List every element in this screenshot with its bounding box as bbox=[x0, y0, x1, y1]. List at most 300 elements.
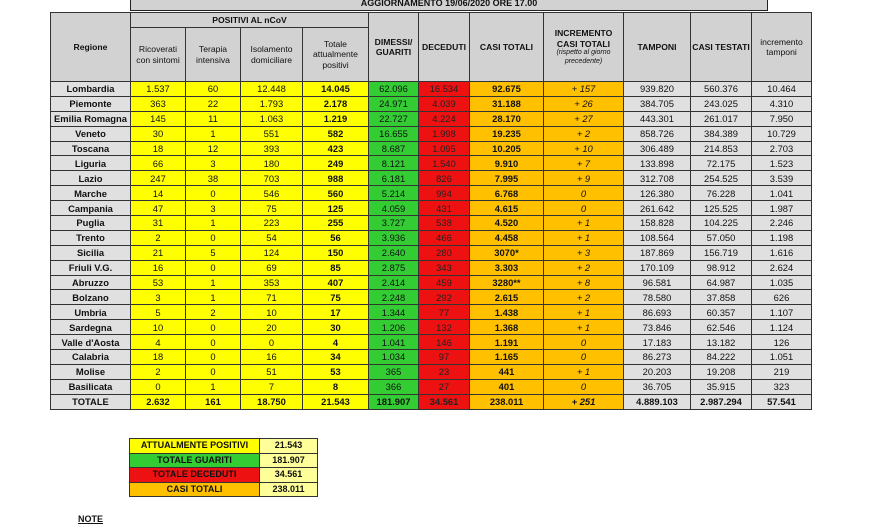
cell-swabs: 36.705 bbox=[624, 379, 691, 394]
regional-data-table bbox=[50, 12, 812, 410]
summary-label: CASI TOTALI bbox=[130, 482, 260, 497]
cell-hospitalized: 247 bbox=[131, 171, 186, 186]
cell-total-cases: 10.205 bbox=[470, 141, 544, 156]
cell-tested: 37.858 bbox=[691, 290, 752, 305]
cell-intensive-care: 1 bbox=[186, 126, 241, 141]
cell-discharged: 1.034 bbox=[369, 350, 419, 365]
header-swab-increase: incremento tamponi bbox=[752, 13, 812, 82]
cell-swabs: 20.203 bbox=[624, 364, 691, 379]
cell-discharged: 365 bbox=[369, 364, 419, 379]
cell-hospitalized: 66 bbox=[131, 156, 186, 171]
cell-home-isolation: 69 bbox=[241, 260, 303, 275]
cell-total-positive: 21.543 bbox=[303, 394, 369, 409]
cell-deaths: 97 bbox=[419, 350, 470, 365]
summary-value: 34.561 bbox=[260, 468, 318, 483]
cell-intensive-care: 0 bbox=[186, 350, 241, 365]
cell-hospitalized: 30 bbox=[131, 126, 186, 141]
cell-swabs: 443.301 bbox=[624, 111, 691, 126]
cell-hospitalized: 5 bbox=[131, 305, 186, 320]
header-positive-group: POSITIVI AL nCoV bbox=[131, 13, 369, 28]
cell-discharged: 1.041 bbox=[369, 335, 419, 350]
table-row bbox=[51, 275, 812, 290]
cell-home-isolation: 1.793 bbox=[241, 96, 303, 111]
cell-increase: + 8 bbox=[544, 275, 624, 290]
header-tested: CASI TESTATI bbox=[691, 13, 752, 82]
cell-deaths: 292 bbox=[419, 290, 470, 305]
cell-total-cases: 19.235 bbox=[470, 126, 544, 141]
cell-discharged: 3.936 bbox=[369, 230, 419, 245]
cell-deaths: 280 bbox=[419, 245, 470, 260]
cell-tested: 104.225 bbox=[691, 216, 752, 231]
header-deaths: DECEDUTI bbox=[419, 13, 470, 82]
cell-increase: + 9 bbox=[544, 171, 624, 186]
cell-total-cases: 6.768 bbox=[470, 186, 544, 201]
cell-home-isolation: 223 bbox=[241, 216, 303, 231]
cell-hospitalized: 145 bbox=[131, 111, 186, 126]
cell-home-isolation: 54 bbox=[241, 230, 303, 245]
cell-region: Abruzzo bbox=[51, 275, 131, 290]
cell-total-positive: 30 bbox=[303, 320, 369, 335]
cell-intensive-care: 161 bbox=[186, 394, 241, 409]
table-row bbox=[51, 379, 812, 394]
cell-swab-increase: 2.624 bbox=[752, 260, 812, 275]
cell-swab-increase: 626 bbox=[752, 290, 812, 305]
cell-region: Trento bbox=[51, 230, 131, 245]
cell-home-isolation: 353 bbox=[241, 275, 303, 290]
table-row bbox=[51, 201, 812, 216]
cell-deaths: 23 bbox=[419, 364, 470, 379]
cell-total-cases: 3280** bbox=[470, 275, 544, 290]
cell-total-cases: 1.438 bbox=[470, 305, 544, 320]
cell-region: Toscana bbox=[51, 141, 131, 156]
cell-tested: 254.525 bbox=[691, 171, 752, 186]
cell-deaths: 27 bbox=[419, 379, 470, 394]
cell-tested: 384.389 bbox=[691, 126, 752, 141]
cell-deaths: 132 bbox=[419, 320, 470, 335]
table-row bbox=[51, 186, 812, 201]
table-row bbox=[51, 156, 812, 171]
cell-hospitalized: 2 bbox=[131, 364, 186, 379]
cell-region: Campania bbox=[51, 201, 131, 216]
cell-increase: + 1 bbox=[544, 305, 624, 320]
cell-hospitalized: 2 bbox=[131, 230, 186, 245]
cell-swabs: 73.846 bbox=[624, 320, 691, 335]
cell-increase: + 251 bbox=[544, 394, 624, 409]
cell-swabs: 126.380 bbox=[624, 186, 691, 201]
cell-swabs: 261.642 bbox=[624, 201, 691, 216]
summary-row bbox=[130, 468, 318, 483]
table-row bbox=[51, 111, 812, 126]
table-row bbox=[51, 350, 812, 365]
cell-deaths: 1.540 bbox=[419, 156, 470, 171]
header-increase-note: (rispetto al giorno precedente) bbox=[556, 49, 611, 65]
cell-home-isolation: 703 bbox=[241, 171, 303, 186]
table-row bbox=[51, 171, 812, 186]
cell-region: Piemonte bbox=[51, 96, 131, 111]
cell-deaths: 538 bbox=[419, 216, 470, 231]
cell-hospitalized: 47 bbox=[131, 201, 186, 216]
cell-increase: + 1 bbox=[544, 216, 624, 231]
cell-tested: 243.025 bbox=[691, 96, 752, 111]
cell-swab-increase: 1.616 bbox=[752, 245, 812, 260]
cell-total-positive: 56 bbox=[303, 230, 369, 245]
cell-home-isolation: 12.448 bbox=[241, 82, 303, 97]
cell-tested: 64.987 bbox=[691, 275, 752, 290]
cell-deaths: 77 bbox=[419, 305, 470, 320]
header-discharged: DIMESSI/ GUARITI bbox=[369, 13, 419, 82]
summary-label: ATTUALMENTE POSITIVI bbox=[130, 439, 260, 454]
cell-hospitalized: 2.632 bbox=[131, 394, 186, 409]
cell-total-cases: 4.458 bbox=[470, 230, 544, 245]
header-region: Regione bbox=[51, 13, 131, 82]
table-row bbox=[51, 290, 812, 305]
cell-intensive-care: 38 bbox=[186, 171, 241, 186]
cell-swab-increase: 219 bbox=[752, 364, 812, 379]
cell-intensive-care: 60 bbox=[186, 82, 241, 97]
cell-hospitalized: 18 bbox=[131, 141, 186, 156]
cell-total-positive: 1.219 bbox=[303, 111, 369, 126]
cell-total-cases: 1.368 bbox=[470, 320, 544, 335]
cell-tested: 214.853 bbox=[691, 141, 752, 156]
cell-home-isolation: 75 bbox=[241, 201, 303, 216]
cell-home-isolation: 71 bbox=[241, 290, 303, 305]
cell-total-positive: 34 bbox=[303, 350, 369, 365]
cell-hospitalized: 3 bbox=[131, 290, 186, 305]
cell-intensive-care: 0 bbox=[186, 364, 241, 379]
cell-increase: 0 bbox=[544, 201, 624, 216]
cell-deaths: 4.224 bbox=[419, 111, 470, 126]
cell-region: Valle d'Aosta bbox=[51, 335, 131, 350]
cell-discharged: 8.121 bbox=[369, 156, 419, 171]
cell-total-cases: 1.191 bbox=[470, 335, 544, 350]
cell-hospitalized: 53 bbox=[131, 275, 186, 290]
summary-row bbox=[130, 482, 318, 497]
cell-total-positive: 85 bbox=[303, 260, 369, 275]
cell-intensive-care: 0 bbox=[186, 335, 241, 350]
summary-label: TOTALE DECEDUTI bbox=[130, 468, 260, 483]
cell-total-cases: 2.615 bbox=[470, 290, 544, 305]
update-banner: AGGIORNAMENTO 19/06/2020 ORE 17.00 bbox=[130, 0, 768, 11]
cell-increase: + 2 bbox=[544, 290, 624, 305]
cell-intensive-care: 0 bbox=[186, 230, 241, 245]
cell-hospitalized: 4 bbox=[131, 335, 186, 350]
cell-intensive-care: 0 bbox=[186, 320, 241, 335]
cell-home-isolation: 16 bbox=[241, 350, 303, 365]
cell-total-positive: 75 bbox=[303, 290, 369, 305]
cell-discharged: 6.181 bbox=[369, 171, 419, 186]
cell-intensive-care: 1 bbox=[186, 216, 241, 231]
cell-deaths: 459 bbox=[419, 275, 470, 290]
table-row bbox=[51, 82, 812, 97]
cell-swabs: 170.109 bbox=[624, 260, 691, 275]
cell-intensive-care: 0 bbox=[186, 186, 241, 201]
cell-swabs: 4.889.103 bbox=[624, 394, 691, 409]
cell-intensive-care: 1 bbox=[186, 379, 241, 394]
cell-swab-increase: 1.987 bbox=[752, 201, 812, 216]
summary-value: 21.543 bbox=[260, 439, 318, 454]
cell-increase: + 10 bbox=[544, 141, 624, 156]
cell-increase: + 2 bbox=[544, 260, 624, 275]
cell-tested: 76.228 bbox=[691, 186, 752, 201]
cell-region: Bolzano bbox=[51, 290, 131, 305]
cell-deaths: 34.561 bbox=[419, 394, 470, 409]
cell-region: Veneto bbox=[51, 126, 131, 141]
header-increase bbox=[544, 13, 624, 82]
cell-swab-increase: 7.950 bbox=[752, 111, 812, 126]
cell-total-cases: 92.675 bbox=[470, 82, 544, 97]
cell-home-isolation: 393 bbox=[241, 141, 303, 156]
cell-region: Lazio bbox=[51, 171, 131, 186]
cell-total-positive: 150 bbox=[303, 245, 369, 260]
cell-intensive-care: 3 bbox=[186, 156, 241, 171]
cell-deaths: 1.095 bbox=[419, 141, 470, 156]
summary-row bbox=[130, 439, 318, 454]
cell-region: Lombardia bbox=[51, 82, 131, 97]
cell-discharged: 8.687 bbox=[369, 141, 419, 156]
summary-table bbox=[129, 438, 318, 497]
cell-deaths: 466 bbox=[419, 230, 470, 245]
cell-increase: + 26 bbox=[544, 96, 624, 111]
cell-home-isolation: 51 bbox=[241, 364, 303, 379]
cell-swab-increase: 323 bbox=[752, 379, 812, 394]
cell-total-cases: 1.165 bbox=[470, 350, 544, 365]
cell-total-positive: 4 bbox=[303, 335, 369, 350]
cell-total-cases: 9.910 bbox=[470, 156, 544, 171]
cell-swab-increase: 2.703 bbox=[752, 141, 812, 156]
notes-title: NOTE bbox=[78, 514, 104, 524]
cell-total-cases: 7.995 bbox=[470, 171, 544, 186]
cell-hospitalized: 363 bbox=[131, 96, 186, 111]
summary-row bbox=[130, 453, 318, 468]
cell-region: Basilicata bbox=[51, 379, 131, 394]
table-row bbox=[51, 230, 812, 245]
cell-swab-increase: 10.729 bbox=[752, 126, 812, 141]
cell-intensive-care: 3 bbox=[186, 201, 241, 216]
cell-tested: 62.546 bbox=[691, 320, 752, 335]
cell-home-isolation: 1.063 bbox=[241, 111, 303, 126]
cell-intensive-care: 5 bbox=[186, 245, 241, 260]
cell-swab-increase: 1.124 bbox=[752, 320, 812, 335]
cell-total-cases: 28.170 bbox=[470, 111, 544, 126]
cell-discharged: 2.248 bbox=[369, 290, 419, 305]
cell-hospitalized: 14 bbox=[131, 186, 186, 201]
total-row bbox=[51, 394, 812, 409]
cell-discharged: 1.206 bbox=[369, 320, 419, 335]
cell-hospitalized: 31 bbox=[131, 216, 186, 231]
cell-swab-increase: 126 bbox=[752, 335, 812, 350]
cell-tested: 19.208 bbox=[691, 364, 752, 379]
cell-increase: 0 bbox=[544, 379, 624, 394]
cell-tested: 156.719 bbox=[691, 245, 752, 260]
cell-swab-increase: 4.310 bbox=[752, 96, 812, 111]
header-home-isolation: Isolamento domiciliare bbox=[241, 28, 303, 82]
cell-swab-increase: 3.539 bbox=[752, 171, 812, 186]
cell-intensive-care: 12 bbox=[186, 141, 241, 156]
cell-region: Liguria bbox=[51, 156, 131, 171]
cell-discharged: 2.414 bbox=[369, 275, 419, 290]
cell-total-positive: 255 bbox=[303, 216, 369, 231]
cell-swab-increase: 10.464 bbox=[752, 82, 812, 97]
cell-deaths: 1.998 bbox=[419, 126, 470, 141]
cell-intensive-care: 2 bbox=[186, 305, 241, 320]
cell-hospitalized: 1.537 bbox=[131, 82, 186, 97]
cell-hospitalized: 21 bbox=[131, 245, 186, 260]
header-hospitalized: Ricoverati con sintomi bbox=[131, 28, 186, 82]
cell-total-cases: 4.520 bbox=[470, 216, 544, 231]
cell-home-isolation: 7 bbox=[241, 379, 303, 394]
cell-region: Friuli V.G. bbox=[51, 260, 131, 275]
cell-tested: 125.525 bbox=[691, 201, 752, 216]
cell-discharged: 62.096 bbox=[369, 82, 419, 97]
cell-home-isolation: 0 bbox=[241, 335, 303, 350]
cell-home-isolation: 124 bbox=[241, 245, 303, 260]
cell-discharged: 2.875 bbox=[369, 260, 419, 275]
cell-total-positive: 423 bbox=[303, 141, 369, 156]
cell-total-positive: 14.045 bbox=[303, 82, 369, 97]
cell-discharged: 366 bbox=[369, 379, 419, 394]
header-increase-label: INCREMENTO CASI TOTALI bbox=[554, 28, 613, 49]
cell-home-isolation: 180 bbox=[241, 156, 303, 171]
header-total-cases: CASI TOTALI bbox=[470, 13, 544, 82]
table-row bbox=[51, 364, 812, 379]
table-row bbox=[51, 320, 812, 335]
cell-swab-increase: 2.246 bbox=[752, 216, 812, 231]
cell-swabs: 108.564 bbox=[624, 230, 691, 245]
cell-total-cases: 441 bbox=[470, 364, 544, 379]
cell-increase: + 3 bbox=[544, 245, 624, 260]
cell-region: Sardegna bbox=[51, 320, 131, 335]
cell-total-positive: 125 bbox=[303, 201, 369, 216]
cell-region: Umbria bbox=[51, 305, 131, 320]
cell-increase: + 1 bbox=[544, 230, 624, 245]
table-row bbox=[51, 305, 812, 320]
cell-swabs: 384.705 bbox=[624, 96, 691, 111]
cell-increase: + 1 bbox=[544, 320, 624, 335]
cell-total-positive: 53 bbox=[303, 364, 369, 379]
cell-home-isolation: 20 bbox=[241, 320, 303, 335]
table-row bbox=[51, 335, 812, 350]
cell-intensive-care: 22 bbox=[186, 96, 241, 111]
cell-hospitalized: 16 bbox=[131, 260, 186, 275]
cell-total-cases: 401 bbox=[470, 379, 544, 394]
cell-hospitalized: 18 bbox=[131, 350, 186, 365]
cell-total-positive: 17 bbox=[303, 305, 369, 320]
cell-deaths: 16.534 bbox=[419, 82, 470, 97]
cell-discharged: 22.727 bbox=[369, 111, 419, 126]
cell-discharged: 181.907 bbox=[369, 394, 419, 409]
cell-home-isolation: 10 bbox=[241, 305, 303, 320]
cell-increase: 0 bbox=[544, 186, 624, 201]
table-row bbox=[51, 96, 812, 111]
cell-increase: + 2 bbox=[544, 126, 624, 141]
cell-region: Sicilia bbox=[51, 245, 131, 260]
cell-swabs: 86.273 bbox=[624, 350, 691, 365]
table-row bbox=[51, 141, 812, 156]
cell-swabs: 96.581 bbox=[624, 275, 691, 290]
cell-region: Marche bbox=[51, 186, 131, 201]
cell-swabs: 133.898 bbox=[624, 156, 691, 171]
cell-tested: 84.222 bbox=[691, 350, 752, 365]
table-row bbox=[51, 216, 812, 231]
cell-region: Emilia Romagna bbox=[51, 111, 131, 126]
cell-swabs: 187.869 bbox=[624, 245, 691, 260]
cell-swab-increase: 1.051 bbox=[752, 350, 812, 365]
cell-discharged: 5.214 bbox=[369, 186, 419, 201]
cell-swab-increase: 1.107 bbox=[752, 305, 812, 320]
cell-swab-increase: 1.041 bbox=[752, 186, 812, 201]
cell-deaths: 146 bbox=[419, 335, 470, 350]
cell-deaths: 431 bbox=[419, 201, 470, 216]
table-row bbox=[51, 260, 812, 275]
cell-tested: 13.182 bbox=[691, 335, 752, 350]
cell-hospitalized: 10 bbox=[131, 320, 186, 335]
cell-swab-increase: 1.035 bbox=[752, 275, 812, 290]
cell-hospitalized: 0 bbox=[131, 379, 186, 394]
cell-total-positive: 249 bbox=[303, 156, 369, 171]
cell-increase: 0 bbox=[544, 335, 624, 350]
cell-swabs: 312.708 bbox=[624, 171, 691, 186]
cell-total-cases: 3070* bbox=[470, 245, 544, 260]
cell-swab-increase: 1.198 bbox=[752, 230, 812, 245]
cell-intensive-care: 0 bbox=[186, 260, 241, 275]
cell-region: Molise bbox=[51, 364, 131, 379]
cell-tested: 98.912 bbox=[691, 260, 752, 275]
cell-intensive-care: 1 bbox=[186, 275, 241, 290]
cell-total-cases: 4.615 bbox=[470, 201, 544, 216]
cell-tested: 35.915 bbox=[691, 379, 752, 394]
summary-label: TOTALE GUARITI bbox=[130, 453, 260, 468]
cell-increase: 0 bbox=[544, 350, 624, 365]
cell-swab-increase: 1.523 bbox=[752, 156, 812, 171]
cell-intensive-care: 11 bbox=[186, 111, 241, 126]
cell-region: TOTALE bbox=[51, 394, 131, 409]
cell-increase: + 157 bbox=[544, 82, 624, 97]
cell-swabs: 78.580 bbox=[624, 290, 691, 305]
cell-intensive-care: 1 bbox=[186, 290, 241, 305]
table-row bbox=[51, 245, 812, 260]
summary-value: 181.907 bbox=[260, 453, 318, 468]
cell-total-positive: 2.178 bbox=[303, 96, 369, 111]
cell-total-positive: 988 bbox=[303, 171, 369, 186]
header-swabs: TAMPONI bbox=[624, 13, 691, 82]
cell-tested: 57.050 bbox=[691, 230, 752, 245]
cell-swabs: 86.693 bbox=[624, 305, 691, 320]
cell-total-cases: 31.188 bbox=[470, 96, 544, 111]
cell-total-positive: 407 bbox=[303, 275, 369, 290]
cell-deaths: 4.039 bbox=[419, 96, 470, 111]
cell-tested: 560.376 bbox=[691, 82, 752, 97]
cell-swabs: 158.828 bbox=[624, 216, 691, 231]
cell-home-isolation: 18.750 bbox=[241, 394, 303, 409]
header-intensive-care: Terapia intensiva bbox=[186, 28, 241, 82]
cell-tested: 2.987.294 bbox=[691, 394, 752, 409]
cell-deaths: 343 bbox=[419, 260, 470, 275]
cell-discharged: 2.640 bbox=[369, 245, 419, 260]
cell-tested: 72.175 bbox=[691, 156, 752, 171]
cell-home-isolation: 551 bbox=[241, 126, 303, 141]
cell-deaths: 826 bbox=[419, 171, 470, 186]
cell-home-isolation: 546 bbox=[241, 186, 303, 201]
cell-total-cases: 3.303 bbox=[470, 260, 544, 275]
cell-discharged: 1.344 bbox=[369, 305, 419, 320]
cell-discharged: 16.655 bbox=[369, 126, 419, 141]
summary-value: 238.011 bbox=[260, 482, 318, 497]
cell-total-cases: 238.011 bbox=[470, 394, 544, 409]
cell-discharged: 4.059 bbox=[369, 201, 419, 216]
cell-total-positive: 582 bbox=[303, 126, 369, 141]
cell-total-positive: 560 bbox=[303, 186, 369, 201]
cell-increase: + 1 bbox=[544, 364, 624, 379]
